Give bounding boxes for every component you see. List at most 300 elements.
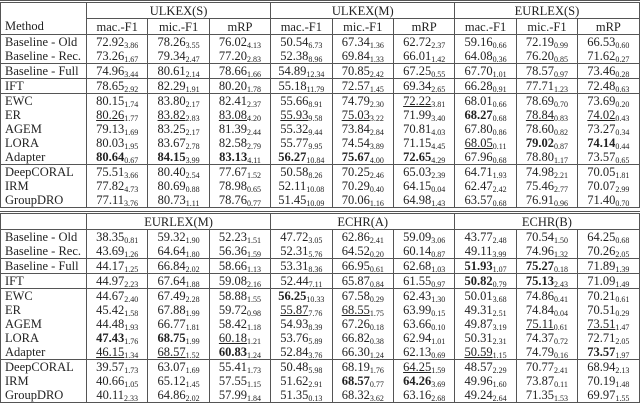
score-mean: 60.14 — [403, 244, 432, 258]
score-std: 2.51 — [492, 309, 507, 318]
score-std: 10.08 — [306, 185, 325, 194]
score-mean: 52.11 — [278, 179, 307, 193]
score-std: 0.11 — [492, 142, 507, 151]
score-mean: 59.08 — [218, 274, 248, 288]
score-std: 1.77 — [124, 114, 139, 123]
score-std: 3.89 — [369, 142, 384, 151]
score-mean: 83.82 — [157, 108, 186, 122]
score-std: 2.16 — [247, 280, 262, 289]
score-mean: 51.93 — [464, 259, 493, 273]
score-mean: 56.36 — [218, 244, 248, 258]
score-mean: 49.24 — [464, 388, 493, 402]
score-cell — [455, 35, 516, 50]
table-row — [1, 374, 640, 388]
dataset-header: ECHR(A) — [271, 213, 455, 230]
score-std: 1.34 — [124, 351, 139, 360]
score-mean: 59.72 — [218, 303, 248, 317]
score-std: 4.29 — [431, 156, 446, 165]
score-cell — [271, 64, 332, 79]
score-mean: 62.47 — [464, 179, 493, 193]
score-std: 0.66 — [492, 41, 507, 50]
score-mean: 49.96 — [464, 374, 493, 388]
score-cell — [271, 94, 332, 109]
score-std: 3.22 — [369, 114, 384, 123]
score-std: 0.13 — [308, 394, 323, 403]
score-cell — [271, 230, 332, 245]
score-cell — [148, 193, 209, 208]
score-std: 0.97 — [431, 280, 446, 289]
score-cell — [148, 345, 209, 360]
score-mean: 70.54 — [525, 230, 554, 244]
metric-header: mac.-F1 — [271, 19, 332, 35]
score-std: 1.55 — [615, 394, 630, 403]
score-std: 0.38 — [369, 337, 384, 346]
score-mean: 76.02 — [218, 35, 248, 49]
score-mean: 66.77 — [157, 317, 186, 331]
score-std: 2.79 — [247, 142, 262, 151]
score-cell — [578, 388, 639, 403]
score-mean: 72.57 — [341, 79, 370, 93]
score-cell — [332, 244, 393, 259]
score-cell — [271, 79, 332, 94]
score-mean: 83.13 — [219, 150, 248, 164]
metric-header: mic.-F1 — [332, 19, 393, 35]
score-cell — [393, 230, 454, 245]
score-cell — [393, 136, 454, 150]
score-cell — [209, 345, 270, 360]
score-std: 2.78 — [185, 142, 200, 151]
score-std: 0.82 — [554, 128, 569, 137]
score-std: 1.58 — [124, 309, 139, 318]
dataset-header: ULKEX(S) — [87, 2, 271, 19]
score-cell — [87, 374, 148, 388]
method-name: Baseline - Old — [1, 35, 87, 50]
score-cell — [148, 179, 209, 193]
score-std: 2.42 — [369, 70, 384, 79]
score-std: 2.29 — [492, 366, 507, 375]
score-cell — [332, 150, 393, 165]
score-cell — [393, 122, 454, 136]
score-mean: 66.28 — [464, 79, 493, 93]
score-cell — [332, 331, 393, 345]
score-mean: 55.77 — [280, 136, 309, 150]
score-mean: 74.37 — [525, 331, 554, 345]
score-cell — [148, 49, 209, 64]
method-name: LORA — [1, 331, 87, 345]
score-std: 2.68 — [431, 394, 446, 403]
score-cell — [516, 303, 577, 317]
score-cell — [516, 136, 577, 150]
score-cell — [516, 79, 577, 94]
score-cell — [393, 274, 454, 289]
corner-cell — [1, 213, 87, 230]
score-std: 0.84 — [369, 280, 384, 289]
score-cell — [271, 35, 332, 50]
score-std: 0.20 — [615, 100, 630, 109]
score-std: 3.99 — [492, 250, 507, 259]
score-mean: 47.72 — [280, 230, 309, 244]
score-cell — [87, 64, 148, 79]
score-std: 1.23 — [554, 85, 569, 94]
score-std: 2.43 — [553, 280, 568, 289]
score-cell — [516, 35, 577, 50]
score-cell — [271, 388, 332, 403]
score-cell — [393, 303, 454, 317]
score-mean: 68.19 — [341, 360, 370, 374]
score-cell — [578, 303, 639, 317]
score-mean: 64.25 — [587, 230, 616, 244]
score-mean: 71.62 — [587, 49, 616, 63]
score-std: 2.83 — [247, 55, 262, 64]
score-cell — [271, 179, 332, 193]
score-cell — [271, 345, 332, 360]
score-cell — [271, 259, 332, 274]
method-name: ER — [1, 108, 87, 122]
score-std: 1.73 — [247, 366, 262, 375]
score-cell — [455, 360, 516, 375]
method-header: Method — [1, 19, 87, 35]
score-mean: 74.98 — [525, 165, 555, 179]
score-std: 1.32 — [553, 250, 568, 259]
score-std: 1.74 — [124, 100, 139, 109]
score-mean: 67.58 — [341, 289, 370, 303]
score-mean: 49.87 — [464, 317, 493, 331]
score-std: 0.96 — [554, 199, 569, 208]
score-cell — [87, 108, 148, 122]
score-std: 2.99 — [615, 185, 630, 194]
score-mean: 55.66 — [280, 94, 309, 108]
dataset-header: ECHR(B) — [455, 213, 639, 230]
score-mean: 69.84 — [341, 49, 370, 63]
score-std: 5.98 — [308, 366, 323, 375]
score-cell — [271, 317, 332, 331]
score-cell — [455, 374, 516, 388]
score-mean: 53.76 — [280, 331, 309, 345]
score-mean: 71.35 — [525, 388, 554, 402]
score-cell — [332, 193, 393, 208]
score-mean: 82.41 — [218, 94, 248, 108]
score-std: 1.45 — [369, 85, 384, 94]
score-mean: 79.02 — [525, 136, 555, 150]
score-mean: 68.05 — [464, 136, 493, 150]
score-mean: 64.64 — [157, 244, 186, 258]
score-cell — [332, 49, 393, 64]
score-mean: 78.69 — [525, 94, 555, 108]
score-cell — [87, 230, 148, 245]
score-std: 1.11 — [185, 199, 200, 208]
score-std: 3.40 — [431, 114, 446, 123]
score-mean: 65.12 — [157, 374, 186, 388]
table-row — [1, 94, 640, 109]
score-std: 1.69 — [185, 366, 200, 375]
score-std: 1.21 — [247, 337, 262, 346]
score-std: 0.87 — [554, 142, 569, 151]
score-std: 0.44 — [615, 142, 630, 151]
score-mean: 70.77 — [525, 360, 554, 374]
score-cell — [393, 331, 454, 345]
score-cell — [578, 165, 639, 180]
score-std: 2.77 — [554, 185, 569, 194]
score-cell — [578, 259, 639, 274]
score-cell — [332, 230, 393, 245]
score-std: 1.26 — [124, 250, 139, 259]
score-mean: 57.99 — [218, 388, 248, 402]
score-cell — [455, 122, 516, 136]
score-std: 1.99 — [185, 337, 200, 346]
score-mean: 48.57 — [464, 360, 493, 374]
score-std: 1.24 — [369, 351, 384, 360]
score-mean: 75.46 — [525, 179, 555, 193]
score-std: 3.76 — [308, 351, 323, 360]
score-mean: 75.27 — [525, 259, 554, 273]
score-mean: 72.71 — [587, 331, 616, 345]
score-mean: 57.55 — [218, 374, 248, 388]
score-mean: 53.31 — [280, 259, 309, 273]
score-mean: 71.89 — [587, 259, 616, 273]
score-std: 3.06 — [431, 236, 446, 245]
score-std: 1.73 — [124, 366, 139, 375]
score-mean: 64.26 — [403, 374, 432, 388]
score-mean: 44.67 — [96, 289, 125, 303]
score-cell — [393, 244, 454, 259]
table-row — [1, 179, 640, 193]
score-cell — [271, 374, 332, 388]
score-cell — [87, 35, 148, 50]
score-cell — [578, 317, 639, 331]
metric-header: mRP — [209, 19, 270, 35]
score-std: 1.59 — [431, 366, 446, 375]
score-std: 0.98 — [247, 309, 262, 318]
score-std: 4.20 — [247, 114, 262, 123]
score-std: 0.81 — [124, 236, 139, 245]
score-mean: 66.95 — [341, 259, 370, 273]
score-std: 7.76 — [308, 309, 323, 318]
score-std: 8.26 — [308, 171, 323, 180]
score-cell — [332, 289, 393, 304]
score-mean: 55.87 — [280, 303, 309, 317]
score-mean: 74.54 — [341, 136, 370, 150]
table-row — [1, 303, 640, 317]
score-mean: 62.86 — [341, 230, 370, 244]
score-std: 1.33 — [369, 55, 384, 64]
score-cell — [148, 136, 209, 150]
score-std: 1.18 — [247, 323, 262, 332]
score-cell — [332, 317, 393, 331]
score-mean: 74.84 — [525, 303, 554, 317]
score-cell — [455, 274, 516, 289]
score-cell — [148, 317, 209, 331]
score-mean: 50.01 — [464, 289, 493, 303]
score-mean: 49.31 — [464, 303, 493, 317]
score-std: 2.48 — [492, 236, 507, 245]
score-std: 7.11 — [308, 280, 323, 289]
score-mean: 43.69 — [96, 244, 125, 258]
score-mean: 44.97 — [96, 274, 125, 288]
score-cell — [578, 230, 639, 245]
score-cell — [516, 94, 577, 109]
score-std: 0.34 — [615, 128, 630, 137]
score-mean: 71.09 — [587, 274, 616, 288]
score-std: 4.13 — [247, 41, 262, 50]
score-cell — [271, 289, 332, 304]
score-cell — [148, 35, 209, 50]
score-mean: 82.29 — [157, 79, 186, 93]
score-std: 2.92 — [124, 85, 139, 94]
score-mean: 68.32 — [341, 388, 370, 402]
score-cell — [87, 244, 148, 259]
score-std: 8.36 — [308, 265, 323, 274]
score-cell — [516, 317, 577, 331]
score-mean: 74.96 — [525, 244, 554, 258]
score-cell — [87, 193, 148, 208]
score-cell — [271, 331, 332, 345]
score-std: 0.60 — [615, 41, 630, 50]
score-mean: 73.26 — [96, 49, 125, 63]
score-mean: 64.86 — [157, 388, 186, 402]
score-mean: 66.01 — [403, 49, 432, 63]
score-cell — [332, 259, 393, 274]
score-cell — [332, 360, 393, 375]
score-cell — [516, 388, 577, 403]
score-cell — [393, 374, 454, 388]
score-std: 3.55 — [185, 41, 200, 50]
score-std: 1.42 — [431, 55, 446, 64]
score-cell — [209, 108, 270, 122]
method-name: DeepCORAL — [1, 360, 87, 375]
score-mean: 63.66 — [403, 317, 432, 331]
score-mean: 58.42 — [218, 317, 248, 331]
score-std: 2.41 — [553, 366, 568, 375]
score-std: 0.04 — [553, 309, 568, 318]
score-std: 0.18 — [553, 265, 568, 274]
score-mean: 76.20 — [525, 49, 555, 63]
score-cell — [578, 193, 639, 208]
metric-header: mac.-F1 — [87, 19, 148, 35]
score-std: 1.52 — [185, 351, 200, 360]
score-cell — [271, 244, 332, 259]
score-mean: 70.07 — [587, 179, 616, 193]
score-cell — [209, 193, 270, 208]
score-mean: 55.18 — [278, 79, 307, 93]
score-cell — [516, 165, 577, 180]
score-std: 0.27 — [615, 55, 630, 64]
method-name: EWC — [1, 94, 87, 109]
score-cell — [87, 94, 148, 109]
score-cell — [148, 108, 209, 122]
score-std: 1.39 — [615, 265, 630, 274]
table-row — [1, 317, 640, 331]
score-cell — [148, 303, 209, 317]
score-mean: 64.15 — [403, 179, 432, 193]
score-cell — [455, 179, 516, 193]
score-mean: 68.27 — [464, 108, 493, 122]
score-mean: 50.31 — [464, 331, 493, 345]
score-mean: 50.59 — [464, 345, 493, 359]
score-mean: 50.58 — [280, 165, 309, 179]
score-mean: 80.61 — [157, 64, 186, 78]
score-mean: 74.96 — [96, 64, 125, 78]
score-std: 0.43 — [615, 114, 630, 123]
score-cell — [516, 259, 577, 274]
score-mean: 51.35 — [280, 388, 309, 402]
score-std: 0.63 — [615, 85, 630, 94]
metric-header: mac.-F1 — [455, 19, 516, 35]
score-std: 2.17 — [185, 100, 200, 109]
score-cell — [332, 388, 393, 403]
score-mean: 59.16 — [464, 35, 493, 49]
score-cell — [87, 274, 148, 289]
score-mean: 75.13 — [525, 274, 554, 288]
score-mean: 80.40 — [157, 165, 186, 179]
score-std: 9.58 — [308, 114, 323, 123]
score-cell — [87, 303, 148, 317]
score-mean: 78.26 — [157, 35, 186, 49]
score-std: 0.69 — [431, 351, 446, 360]
score-mean: 82.58 — [218, 136, 248, 150]
score-cell — [271, 165, 332, 180]
dataset-header: ULKEX(M) — [271, 2, 455, 19]
method-name: LORA — [1, 136, 87, 150]
score-cell — [332, 165, 393, 180]
score-cell — [578, 49, 639, 64]
score-std: 1.75 — [369, 309, 384, 318]
table-row — [1, 122, 640, 136]
score-std: 1.69 — [124, 128, 139, 137]
score-cell — [516, 230, 577, 245]
score-cell — [271, 49, 332, 64]
score-mean: 65.87 — [341, 274, 370, 288]
score-cell — [209, 94, 270, 109]
score-mean: 66.82 — [341, 331, 370, 345]
score-mean: 78.84 — [525, 108, 555, 122]
score-std: 3.69 — [431, 380, 446, 389]
score-cell — [393, 64, 454, 79]
score-cell — [516, 360, 577, 375]
score-mean: 69.34 — [403, 79, 432, 93]
score-std: 2.47 — [185, 55, 200, 64]
score-cell — [332, 303, 393, 317]
score-std: 1.51 — [247, 236, 262, 245]
score-mean: 80.73 — [157, 193, 186, 207]
metric-header: mic.-F1 — [516, 19, 577, 35]
score-cell — [271, 193, 332, 208]
score-std: 2.17 — [185, 128, 200, 137]
score-std: 10.84 — [306, 156, 325, 165]
score-std: 0.88 — [185, 185, 200, 194]
table-row — [1, 49, 640, 64]
score-mean: 67.70 — [464, 64, 493, 78]
score-std: 0.77 — [369, 380, 384, 389]
score-std: 9.95 — [308, 142, 323, 151]
score-std: 1.01 — [431, 337, 446, 346]
score-std: 1.93 — [492, 171, 507, 180]
table-row — [1, 345, 640, 360]
score-std: 4.00 — [369, 156, 384, 165]
score-cell — [87, 331, 148, 345]
score-std: 1.76 — [369, 366, 384, 375]
score-cell — [578, 374, 639, 388]
score-mean: 39.57 — [96, 360, 125, 374]
score-mean: 80.26 — [96, 108, 125, 122]
score-std: 1.50 — [553, 236, 568, 245]
score-std: 2.05 — [615, 337, 630, 346]
score-std: 1.60 — [492, 380, 507, 389]
score-cell — [516, 289, 577, 304]
score-mean: 58.66 — [218, 259, 248, 273]
score-std: 1.55 — [247, 295, 262, 304]
score-mean: 70.06 — [341, 193, 370, 207]
score-mean: 67.96 — [464, 150, 493, 164]
